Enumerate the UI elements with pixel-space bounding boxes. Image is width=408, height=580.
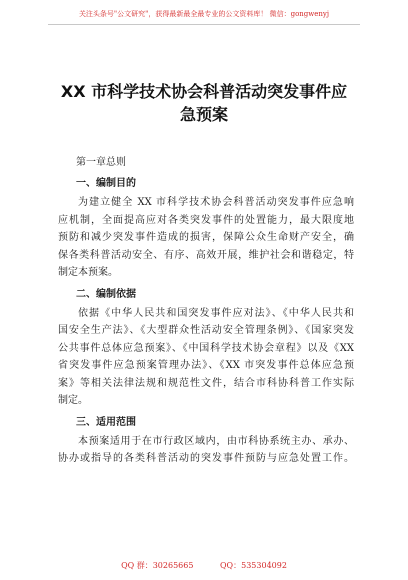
paragraph-line: 制定本预案。 <box>58 267 118 278</box>
paragraph-line: 应机制，全面提高应对各类突发事件的处置能力，最大限度地 <box>58 214 354 226</box>
footer-qq-group: QQ 群：30265665 <box>121 561 194 570</box>
header-promo-note: 关注头条号"公文研究"，获得最新最全最专业的公文资料库！ 微信：gongwenyj <box>78 10 330 18</box>
paragraph-line: 本预案适用于在市行政区域内，由市科协系统主办、承办、 <box>78 435 354 447</box>
paragraph-line: 预防和减少突发事件造成的损害，保障公众生命财产安全，确 <box>58 232 354 243</box>
document-body <box>58 154 354 468</box>
paragraph-line: 依据《中华人民共和国突发事件应对法》、《中华人民共和 <box>78 307 354 319</box>
footer-qq: QQ：535304092 <box>220 561 287 570</box>
section-heading: 二、编制依据 <box>76 288 136 300</box>
title-line-1: XX 市科学技术协会科普活动突发事件应 <box>60 82 348 101</box>
paragraph-line: 协办或指导的各类科普活动的突发事件预防与应急处置工作。 <box>58 453 354 464</box>
section-heading: 一、编制目的 <box>76 178 136 189</box>
paragraph-line: 公共事件总体应急预案》、《中国科学技术协会章程》以及《XX <box>58 342 354 354</box>
document-title <box>40 80 368 126</box>
paragraph-line: 保各类科普活动安全、有序、高效开展，维护社会和谐稳定，特 <box>58 249 354 261</box>
paragraph-line: 为建立健全 XX 市科学技术协会科普活动突发事件应急响 <box>78 197 354 208</box>
footer-contact <box>0 560 408 571</box>
paragraph-line: 省突发事件应急预案管理办法》、《XX 市突发事件总体应急预 <box>58 360 354 371</box>
title-line-2: 急预案 <box>179 105 228 124</box>
header-divider <box>48 24 360 25</box>
section-heading: 三、适用范围 <box>76 416 136 428</box>
paragraph-line: 案》等相关法律法规和规范性文件，结合市科协科普工作实际 <box>58 377 354 389</box>
chapter-heading: 第一章总则 <box>76 157 126 168</box>
paragraph-line: 国安全生产法》、《大型群众性活动安全管理条例》、《国家突发 <box>58 325 354 336</box>
paragraph-line: 制定。 <box>58 395 88 406</box>
